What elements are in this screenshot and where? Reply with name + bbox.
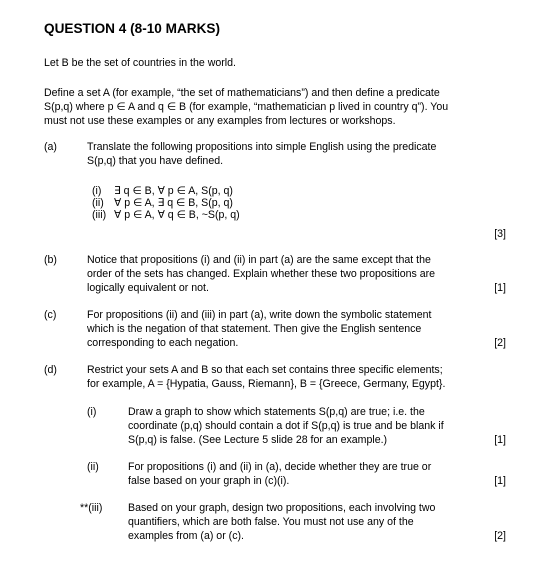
part-a	[44, 140, 506, 240]
subpart-text	[128, 405, 501, 447]
text-line: coordinate (p,q) should contain a dot if S(p,q) is true and be blank if	[128, 420, 444, 432]
proposition-expression: ∀ p ∈ A, ∃ q ∈ B, S(p, q)	[114, 197, 233, 209]
part-d-i	[87, 405, 501, 447]
part-d-text	[87, 363, 501, 391]
marks: [2]	[494, 337, 506, 349]
marks: [1]	[494, 475, 506, 487]
proposition-expression: ∀ p ∈ A, ∀ q ∈ B, ~S(p, q)	[114, 209, 240, 221]
part-c	[44, 308, 506, 352]
text-line: which is the negation of that statement. Then give the English sentence	[87, 323, 422, 335]
text-line: logically equivalent or not.	[87, 282, 209, 294]
intro-set-b: Let B be the set of countries in the world.	[44, 57, 236, 69]
marks: [1]	[494, 282, 506, 294]
text-line: for example, A = {Hypatia, Gauss, Riemann}, B = {Greece, Germany, Egypt}.	[87, 378, 446, 390]
subpart-label: **(iii)	[80, 502, 103, 514]
subpart-label: (i)	[87, 406, 97, 418]
text-line: Notice that propositions (i) and (ii) in part (a) are the same except that the	[87, 254, 431, 266]
part-d-ii	[87, 460, 501, 488]
marks: [3]	[494, 228, 506, 240]
part-label: (b)	[44, 254, 57, 266]
proposition-number: (i)	[92, 185, 102, 197]
question-title: QUESTION 4 (8-10 MARKS)	[44, 21, 220, 36]
text-line: examples from (a) or (c).	[128, 530, 244, 542]
proposition-number: (iii)	[92, 209, 107, 221]
intro-line: S(p,q) where p ∈ A and q ∈ B (for example, “mathematician p lived in country q”). You	[44, 101, 449, 113]
part-label: (a)	[44, 141, 57, 153]
text-line: For propositions (ii) and (iii) in part (a), write down the symbolic statement	[87, 309, 432, 321]
proposition-iii	[92, 208, 240, 222]
intro-line: Define a set A (for example, “the set of mathematicians”) and then define a predicate	[44, 87, 440, 99]
text-line: quantifiers, which are both false. You must not use any of the	[128, 516, 414, 528]
part-b-text	[87, 253, 501, 295]
part-d	[44, 363, 506, 553]
text-line: false based on your graph in (c)(i).	[128, 475, 290, 487]
part-a-text	[87, 140, 501, 168]
part-label: (c)	[44, 309, 57, 321]
subpart-label: (ii)	[87, 461, 99, 473]
text-line: Draw a graph to show which statements S(p,q) are true; i.e. the	[128, 406, 425, 418]
part-c-text	[87, 308, 501, 350]
marks: [1]	[494, 434, 506, 446]
text-line: S(p,q) that you have defined.	[87, 155, 224, 167]
intro-line: must not use these examples or any examples from lectures or workshops.	[44, 115, 396, 127]
text-line: Translate the following propositions into simple English using the predicate	[87, 141, 437, 153]
part-b	[44, 253, 506, 297]
text-line: Restrict your sets A and B so that each set contains three specific elements;	[87, 364, 443, 376]
part-d-iii	[80, 501, 501, 543]
proposition-number: (ii)	[92, 197, 104, 209]
text-line: order of the sets has changed. Explain whether these two propositions are	[87, 268, 436, 280]
subpart-text	[128, 501, 501, 543]
subpart-text	[128, 460, 501, 488]
text-line: S(p,q) is false. (See Lecture 5 slide 28 for an example.)	[128, 434, 388, 446]
intro-define-set	[44, 86, 506, 128]
text-line: Based on your graph, design two propositions, each involving two	[128, 502, 436, 514]
proposition-expression: ∃ q ∈ B, ∀ p ∈ A, S(p, q)	[114, 185, 233, 197]
part-label: (d)	[44, 364, 57, 376]
text-line: corresponding to each negation.	[87, 337, 239, 349]
marks: [2]	[494, 530, 506, 542]
text-line: For propositions (i) and (ii) in (a), decide whether they are true or	[128, 461, 432, 473]
